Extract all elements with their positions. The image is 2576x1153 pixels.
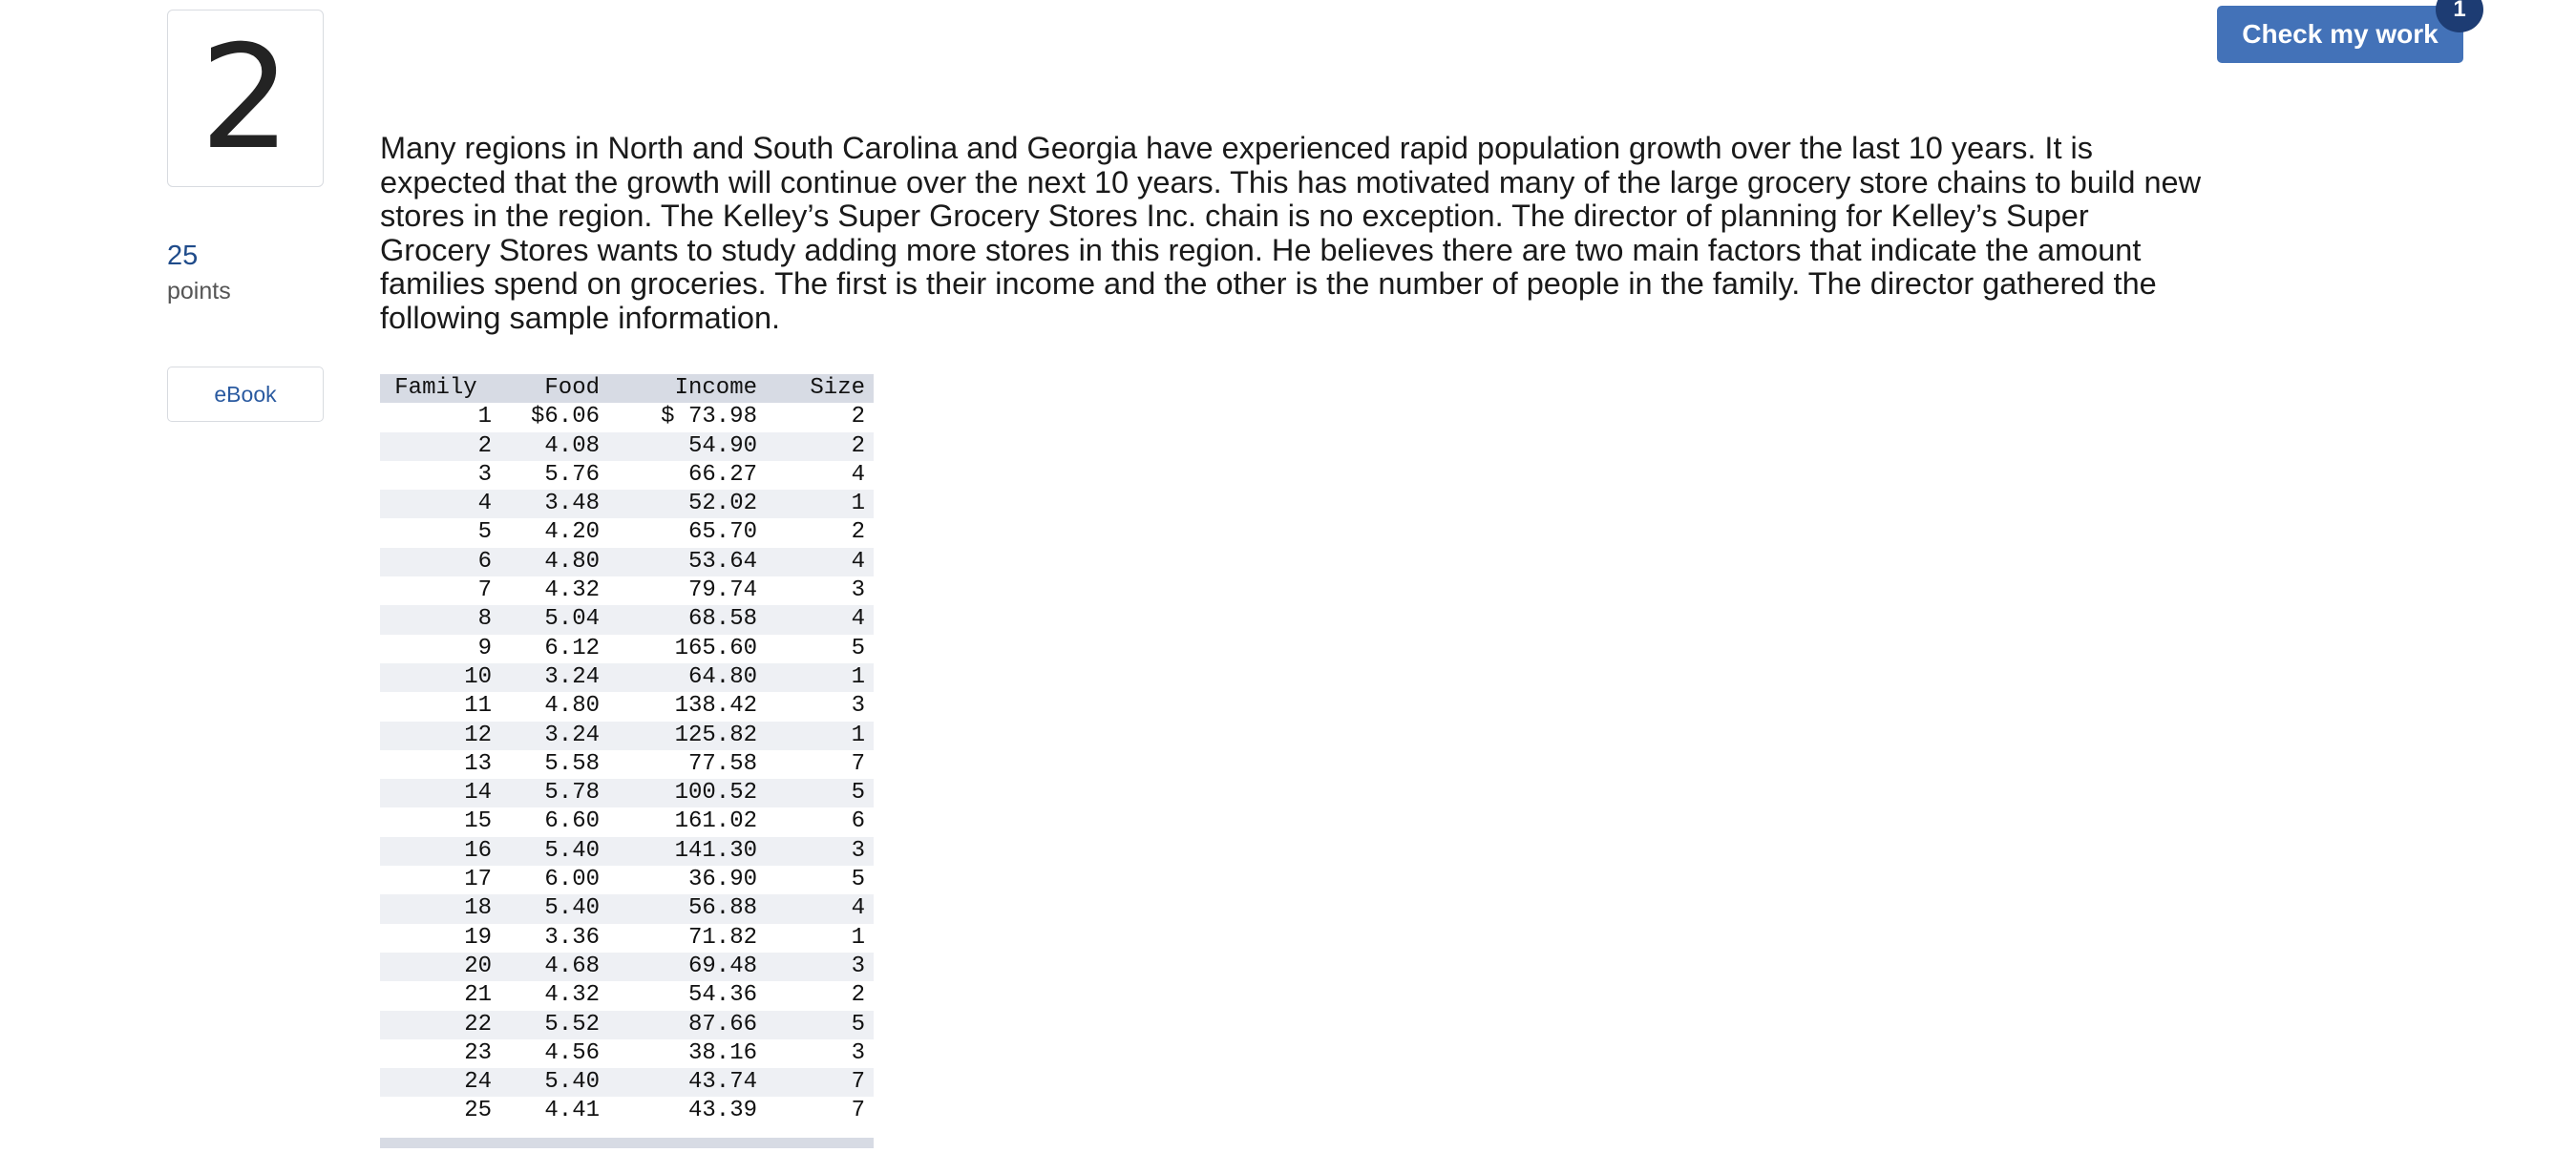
cell-food: 3.24 [544, 663, 600, 690]
cell-size: 7 [851, 750, 865, 777]
cell-size: 4 [851, 606, 865, 633]
cell-size: 3 [851, 837, 865, 864]
cell-food: 3.36 [544, 924, 600, 951]
cell-size: 3 [851, 693, 865, 720]
cell-income: 138.42 [674, 693, 757, 720]
header-food: Food [544, 375, 600, 401]
cell-family: 23 [464, 1039, 492, 1066]
cell-size: 7 [851, 1098, 865, 1124]
cell-food: 5.04 [544, 606, 600, 633]
cell-family: 18 [464, 895, 492, 922]
cell-income: 38.16 [687, 1039, 757, 1066]
cell-income: 54.36 [687, 982, 757, 1009]
cell-size: 2 [851, 404, 865, 430]
cell-food: 4.08 [544, 432, 600, 459]
table-row [380, 576, 874, 605]
header-income: Income [674, 375, 757, 401]
cell-family: 12 [464, 722, 492, 748]
cell-size: 3 [851, 1039, 865, 1066]
cell-family: 17 [464, 867, 492, 893]
table-header-row [380, 374, 874, 403]
cell-size: 3 [851, 577, 865, 604]
cell-food: 5.52 [544, 1011, 600, 1038]
table-row [380, 1039, 874, 1068]
cell-family: 24 [464, 1069, 492, 1096]
table-row [380, 432, 874, 461]
cell-income: 64.80 [687, 663, 757, 690]
table-row [380, 692, 874, 721]
cell-food: 6.00 [544, 867, 600, 893]
cell-income: 165.60 [674, 635, 757, 661]
header-size: Size [810, 375, 865, 401]
table-row [380, 605, 874, 634]
cell-family: 19 [464, 924, 492, 951]
table-row [380, 750, 874, 779]
cell-income: 69.48 [687, 953, 757, 979]
cell-family: 5 [477, 519, 492, 546]
question-number-box [167, 10, 324, 187]
table-row [380, 461, 874, 490]
table-row [380, 779, 874, 807]
cell-food: 4.32 [544, 577, 600, 604]
cell-food: 6.60 [544, 808, 600, 835]
cell-food: 4.41 [544, 1098, 600, 1124]
cell-family: 4 [477, 491, 492, 517]
cell-income: 53.64 [687, 548, 757, 575]
cell-income: 43.39 [687, 1098, 757, 1124]
table-row [380, 1068, 874, 1097]
cell-food: 3.24 [544, 722, 600, 748]
check-my-work-button[interactable] [2217, 6, 2463, 63]
cell-income: 36.90 [687, 867, 757, 893]
cell-family: 11 [464, 693, 492, 720]
cell-income: 66.27 [687, 461, 757, 488]
cell-family: 8 [477, 606, 492, 633]
table-row [380, 403, 874, 431]
cell-income: 79.74 [687, 577, 757, 604]
cell-food: 4.80 [544, 693, 600, 720]
header-family: Family [394, 375, 477, 401]
points-value: 25 [167, 241, 199, 271]
cell-food: 5.76 [544, 461, 600, 488]
cell-size: 5 [851, 635, 865, 661]
cell-size: 2 [851, 519, 865, 546]
cell-size: 2 [851, 982, 865, 1009]
cell-income: 125.82 [674, 722, 757, 748]
cell-food: 4.56 [544, 1039, 600, 1066]
cell-size: 1 [851, 663, 865, 690]
cell-family: 2 [477, 432, 492, 459]
cell-food: 5.40 [544, 895, 600, 922]
cell-income: 65.70 [687, 519, 757, 546]
table-row [380, 663, 874, 692]
cell-size: 1 [851, 491, 865, 517]
cell-size: 5 [851, 1011, 865, 1038]
cell-family: 7 [477, 577, 492, 604]
cell-size: 5 [851, 867, 865, 893]
cell-size: 1 [851, 722, 865, 748]
table-row [380, 722, 874, 750]
cell-size: 4 [851, 548, 865, 575]
cell-income: $ 73.98 [661, 404, 757, 430]
table-row [380, 1011, 874, 1039]
cell-size: 4 [851, 461, 865, 488]
cell-size: 7 [851, 1069, 865, 1096]
cell-family: 6 [477, 548, 492, 575]
cell-family: 13 [464, 750, 492, 777]
cell-income: 54.90 [687, 432, 757, 459]
cell-income: 77.58 [687, 750, 757, 777]
cell-size: 4 [851, 895, 865, 922]
cell-income: 87.66 [687, 1011, 757, 1038]
cell-family: 3 [477, 461, 492, 488]
cell-food: 4.32 [544, 982, 600, 1009]
cell-size: 5 [851, 780, 865, 807]
cell-food: 4.80 [544, 548, 600, 575]
cell-size: 2 [851, 432, 865, 459]
check-my-work-label: Check my work [2242, 19, 2439, 49]
cell-income: 71.82 [687, 924, 757, 951]
table-row [380, 866, 874, 894]
cell-income: 161.02 [674, 808, 757, 835]
cell-family: 9 [477, 635, 492, 661]
table-row [380, 518, 874, 547]
table-footer-bar [380, 1138, 874, 1148]
sample-data-table [380, 374, 874, 1126]
cell-food: 3.48 [544, 491, 600, 517]
table-row [380, 807, 874, 836]
cell-family: 16 [464, 837, 492, 864]
ebook-button[interactable]: eBook [167, 367, 324, 422]
cell-income: 141.30 [674, 837, 757, 864]
table-row [380, 981, 874, 1010]
table-row [380, 635, 874, 663]
table-row [380, 1097, 874, 1125]
cell-food: 5.78 [544, 780, 600, 807]
cell-family: 15 [464, 808, 492, 835]
table-row [380, 490, 874, 518]
cell-income: 52.02 [687, 491, 757, 517]
cell-income: 56.88 [687, 895, 757, 922]
cell-food: 6.12 [544, 635, 600, 661]
cell-family: 25 [464, 1098, 492, 1124]
question-number: 2 [200, 15, 291, 181]
cell-family: 10 [464, 663, 492, 690]
table-row [380, 894, 874, 923]
question-text: Many regions in North and South Carolina and Georgia have experienced rapid population growth over the last 10 years. It is expected that the growth will continue over the next 10 years. This has motivated many of the large grocery store chains to build new stores in the region. The Kelley’s Super Grocery Stores Inc. chain is no exception. The director of planning for Kelley’s Super Grocery Stores wants to study adding more stores in this region. He believes there are two main factors that indicate the amount families spend on groceries. The first is their income and the other is the number of people in the family. The director gathered the following sample information. [380, 131, 2202, 335]
cell-food: 5.58 [544, 750, 600, 777]
table-row [380, 924, 874, 953]
cell-size: 3 [851, 953, 865, 979]
table-row [380, 548, 874, 576]
cell-size: 6 [851, 808, 865, 835]
points-label: points [167, 278, 231, 304]
cell-income: 68.58 [687, 606, 757, 633]
table-body [380, 403, 874, 1125]
cell-family: 1 [477, 404, 492, 430]
table-row [380, 953, 874, 981]
cell-family: 22 [464, 1011, 492, 1038]
cell-income: 43.74 [687, 1069, 757, 1096]
cell-food: 5.40 [544, 1069, 600, 1096]
cell-income: 100.52 [674, 780, 757, 807]
cell-size: 1 [851, 924, 865, 951]
cell-food: 5.40 [544, 837, 600, 864]
cell-family: 21 [464, 982, 492, 1009]
cell-family: 14 [464, 780, 492, 807]
cell-food: 4.68 [544, 953, 600, 979]
check-count-badge: 1 [2436, 0, 2483, 32]
cell-food: $6.06 [530, 404, 600, 430]
cell-food: 4.20 [544, 519, 600, 546]
table-row [380, 837, 874, 866]
cell-family: 20 [464, 953, 492, 979]
